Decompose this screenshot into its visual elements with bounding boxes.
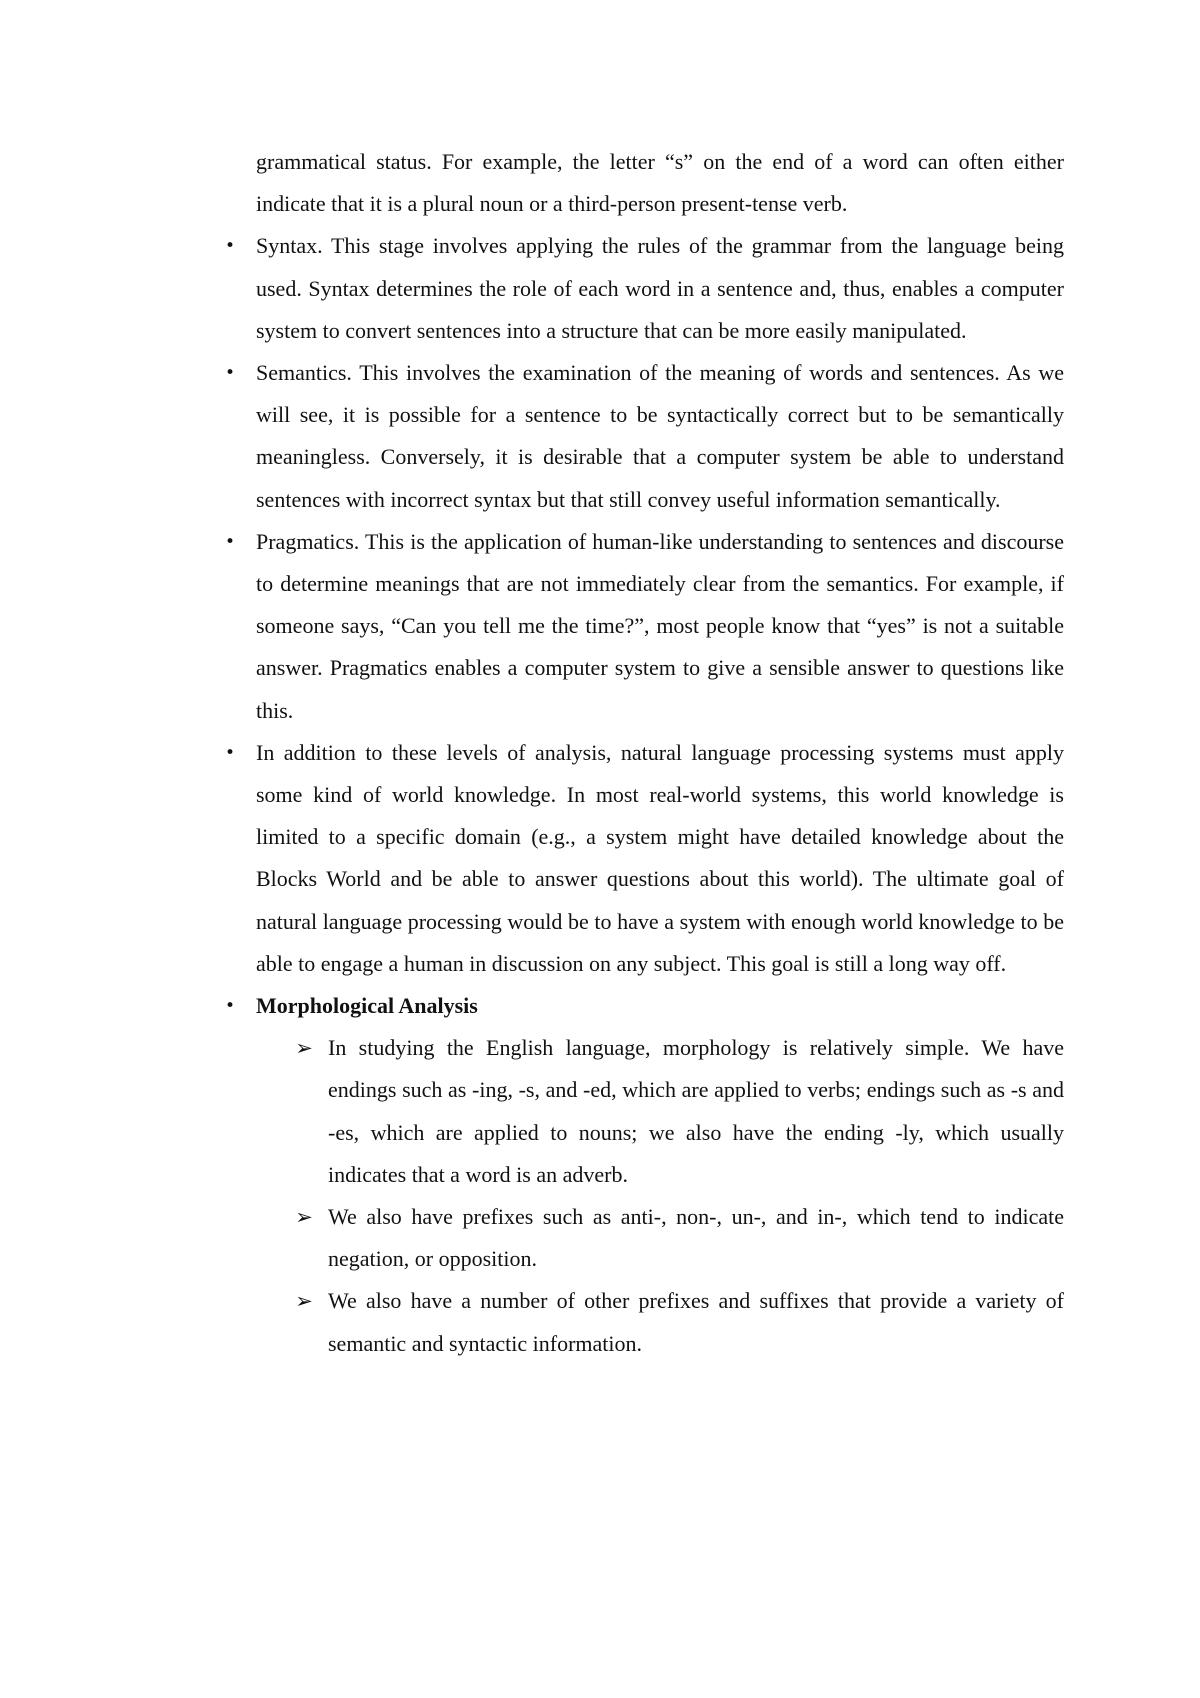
bullet-item-morphological-analysis	[224, 985, 1064, 1365]
bullet-text: Pragmatics. This is the application of human-like understanding to sentences and discourse to determine meanings that are not immediately clear from the semantics. For example, if someone says, “Can you tell me the time?”, most people know that “yes” is not a suitable answer. Pragmatics enables a computer system to give a sensible answer to questions like this.	[256, 528, 1064, 723]
bullet-dot-icon: •	[224, 363, 236, 384]
sub-item-text: We also have a number of other prefixes and suffixes that provide a variety of semantic and syntactic information.	[328, 1288, 1064, 1356]
sub-item-text: In studying the English language, morphology is relatively simple. We have endings such as -ing, -s, and -ed, which are applied to verbs; endings such as -s and -es, which are applied to nouns; we also have the ending -ly, which usually indicates that a word is an adverb.	[328, 1035, 1064, 1187]
bullet-dot-icon: •	[224, 236, 236, 257]
sub-list	[256, 1027, 1064, 1365]
sub-item-prefixes	[295, 1196, 1064, 1280]
bullet-item-world-knowledge	[224, 732, 1064, 985]
document-body	[224, 141, 1064, 1365]
continuation-paragraph: grammatical status. For example, the letter “s” on the end of a word can often either indicate that it is a plural noun or a third-person present-tense verb.	[256, 149, 1064, 217]
bullet-dot-icon: •	[224, 996, 236, 1017]
bullet-dot-icon: •	[224, 531, 236, 552]
bullet-dot-icon: •	[224, 742, 236, 763]
bullet-text: In addition to these levels of analysis, natural language processing systems must apply some kind of world knowledge. In most real-world systems, this world knowledge is limited to a specific domain (e.g., a system might have detailed knowledge about the Blocks World and be able to answer questions about this world). The ultimate goal of natural language processing would be to have a system with enough world knowledge to be able to engage a human in discussion on any subject. This goal is still a long way off.	[256, 739, 1064, 976]
bullet-text: Semantics. This involves the examination of the meaning of words and sentences. As we will see, it is possible for a sentence to be syntactically correct but to be semantically meaningless. Conversely, it is desirable that a computer system be able to understand sentences with incorrect syntax but that still convey useful information semantically.	[256, 360, 1064, 512]
sub-item-other-affixes	[295, 1280, 1064, 1364]
bullet-item-syntax	[224, 225, 1064, 352]
arrow-bullet-icon: ➢	[295, 1036, 313, 1061]
bullet-item-pragmatics	[224, 521, 1064, 732]
sub-item-endings	[295, 1027, 1064, 1196]
section-heading: Morphological Analysis	[256, 993, 478, 1019]
bullet-item-semantics	[224, 352, 1064, 521]
sub-item-text: We also have prefixes such as anti-, non-, un-, and in-, which tend to indicate negation, or opposition.	[328, 1204, 1064, 1272]
arrow-bullet-icon: ➢	[295, 1205, 313, 1230]
bullet-text: Syntax. This stage involves applying the rules of the grammar from the language being used. Syntax determines the role of each word in a sentence and, thus, enables a computer system to convert sentences into a structure that can be more easily manipulated.	[256, 233, 1064, 343]
bullet-list	[224, 225, 1064, 1364]
arrow-bullet-icon: ➢	[295, 1289, 313, 1314]
